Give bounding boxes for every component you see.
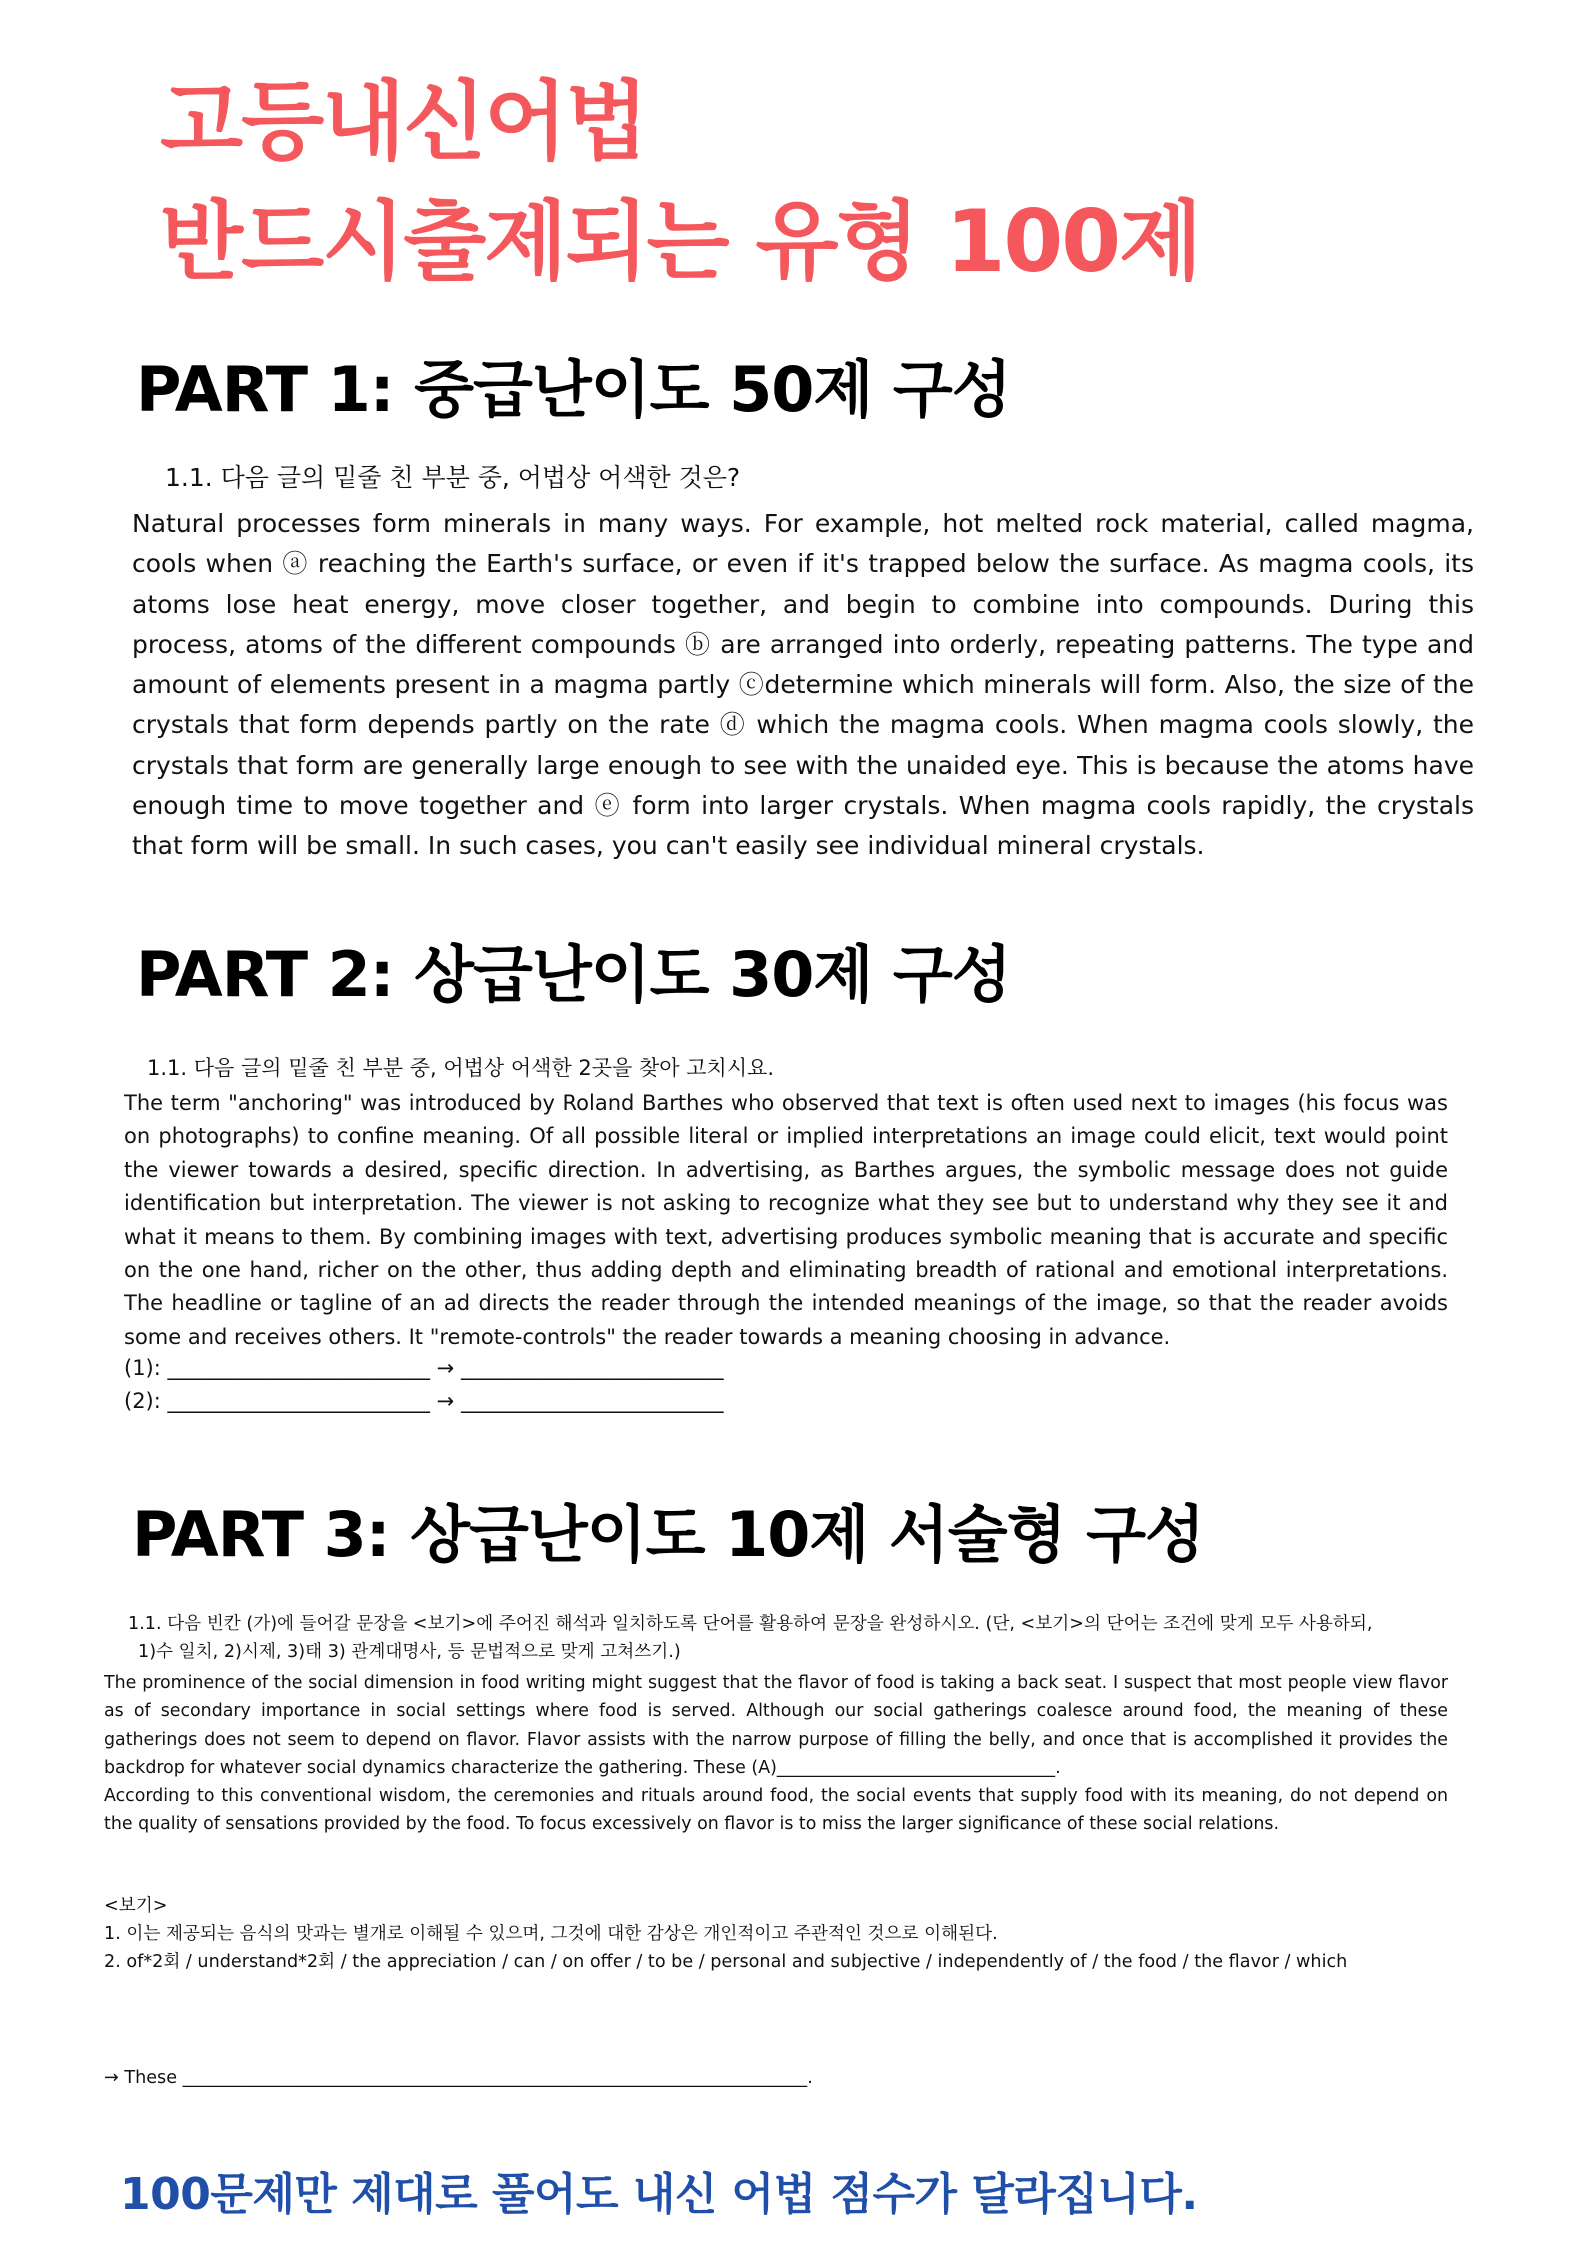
footer-tagline: 100문제만 제대로 풀어도 내신 어법 점수가 달라집니다. xyxy=(120,2169,1198,2220)
part3-passage-paragraph-1: The prominence of the social dimension in food writing might suggest that the flavor of food is taking a back seat. I suspect that most people view flavor as of secondary importance in social settings where food is served. Although our social gatherings coalesce around food, the meaning of these gatherings does not seem to depend on flavor. Flavor assists with the narrow purpose of filling the belly, and once that is accomplished it provides the backdrop for whatever social dynamics characterize the gathering. These (A)________________________________. xyxy=(104,1673,1448,1778)
part3-answer-line: → These _______________________________________________________________________. xyxy=(104,2068,813,2088)
part1-question: 1.1. 다음 글의 밑줄 친 부분 중, 어법상 어색한 것은? xyxy=(165,463,741,492)
part3-passage xyxy=(104,1669,1448,1839)
part3-heading: PART 3: 상급난이도 10제 서술형 구성 xyxy=(132,1498,1204,1571)
part2-question: 1.1. 다음 글의 밑줄 친 부분 중, 어법상 어색한 2곳을 찾아 고치시요. xyxy=(147,1056,775,1080)
part3-question-line2: 1)수 일치, 2)시제, 3)태 3) 관계대명사, 등 문법적으로 맞게 고쳐쓰기.) xyxy=(138,1642,681,1662)
page-title-line2: 반드시출제되는 유형 100제 xyxy=(160,192,1201,292)
part1-passage: Natural processes form minerals in many ways. For example, hot melted rock material, called magma, cools when ⓐ reaching the Earth's surface, or even if it's trapped below the surface. As magma cools, its atoms lose heat energy, move closer together, and begin to combine into compounds. During this process, atoms of the different compounds ⓑ are arranged into orderly, repeating patterns. The type and amount of elements present in a magma partly ⓒdetermine which minerals will form. Also, the size of the crystals that form depends partly on the rate ⓓ which the magma cools. When magma cools slowly, the crystals that form are generally large enough to see with the unaided eye. This is because the atoms have enough time to move together and ⓔ form into larger crystals. When magma cools rapidly, the crystals that form will be small. In such cases, you can't easily see individual mineral crystals. xyxy=(132,509,1474,861)
part2-passage: The term "anchoring" was introduced by Roland Barthes who observed that text is often used next to images (his focus was on photographs) to confine meaning. Of all possible literal or implied interpretations an image could elicit, text would point the viewer towards a desired, specific direction. In advertising, as Barthes argues, the symbolic message does not guide identification but interpretation. The viewer is not asking to recognize what they see but to understand why they see it and what it means to them. By combining images with text, advertising produces symbolic meaning that is accurate and specific on the one hand, richer on the other, thus adding depth and eliminating breadth of rational and emotional interpretations. The headline or tagline of an ad directs the reader through the intended meanings of the image, so that the reader avoids some and receives others. It "remote-controls" the reader towards a meaning choosing in advance. xyxy=(124,1091,1448,1349)
bogi-label: <보기> xyxy=(104,1896,168,1916)
part2-answer-1: (1): _________________________ → _________________________ xyxy=(124,1356,724,1380)
part3-question-line1: 1.1. 다음 빈칸 (가)에 들어갈 문장을 <보기>에 주어진 해석과 일치하도록 단어를 활용하여 문장을 완성하시오. (단, <보기>의 단어는 조건에 맞게 모두 사용하되, xyxy=(128,1614,1373,1634)
part3-passage-paragraph-2: According to this conventional wisdom, the ceremonies and rituals around food, the social events that supply food with its meaning, do not depend on the quality of sensations provided by the food. To focus excessively on flavor is to miss the larger significance of these social relations. xyxy=(104,1786,1448,1835)
bogi-item-1: 1. 이는 제공되는 음식의 맛과는 별개로 이해될 수 있으며, 그것에 대한 감상은 개인적이고 주관적인 것으로 이해된다. xyxy=(104,1924,998,1944)
part2-answer-2: (2): _________________________ → _________________________ xyxy=(124,1389,724,1413)
page-title-line1: 고등내신어법 xyxy=(160,72,647,172)
bogi-item-2: 2. of*2회 / understand*2회 / the appreciation / can / on offer / to be / personal and subjective / independently of / the food / the flavor / which xyxy=(104,1952,1348,1972)
part2-heading: PART 2: 상급난이도 30제 구성 xyxy=(136,938,1011,1011)
part1-heading: PART 1: 중급난이도 50제 구성 xyxy=(136,353,1011,426)
